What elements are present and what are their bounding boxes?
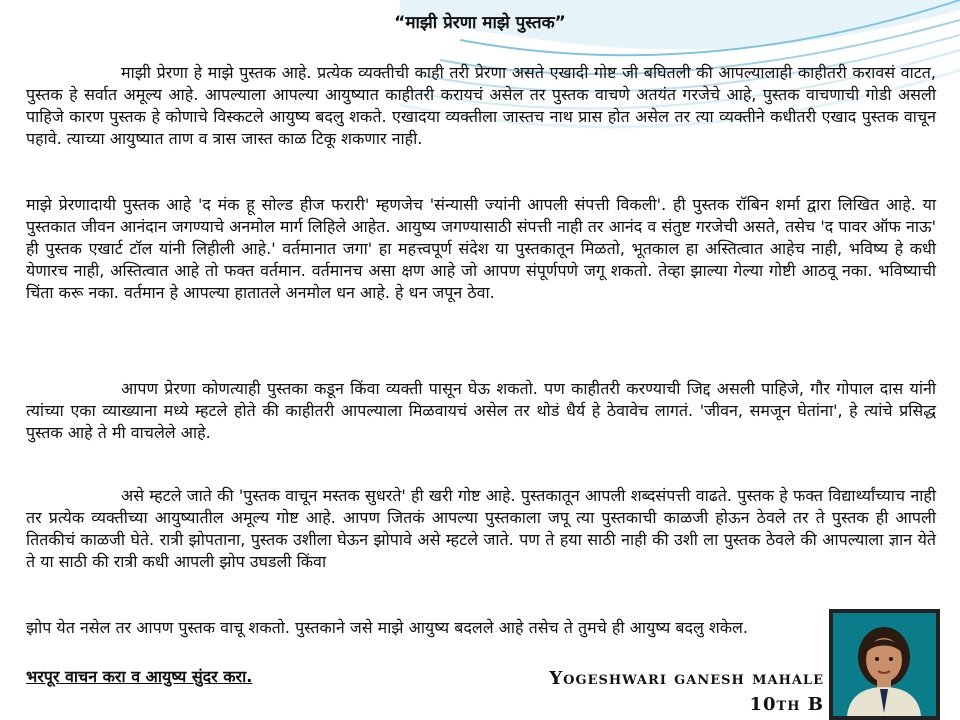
closing-line: भरपूर वाचन करा व आयुष्य सुंदर करा. [26, 667, 253, 686]
paragraph-tail: झोप येत नसेल तर आपण पुस्तक वाचू शकतो. पुस्तकाने जसे माझे आयुष्य बदलले आहे तसेच ते तुमचे ही आयुष्य बदलु शकेल. [26, 618, 748, 637]
paragraph-3: आपण प्रेरणा कोणत्याही पुस्तका कडून किंवा व्यक्ती पासून घेऊ शकतो. पण काहीतरी करण्याची जिद्द असली पाहिजे, गौर गोपाल दास यांनी त्यांच्या एका व्याख्याना मध्ये म्हटले होते की काहीतरी आपल्याला मिळवायचं असेल तर थोडं धैर्य हे ठेवावेच लागतं. 'जीवन, समजून घेतांना', हे त्यांचे प्रसिद्ध पुस्तक आहे ते मी वाचलेले आहे. [26, 379, 936, 442]
slide-title: “माझी प्रेरणा माझे पुस्तक” [394, 13, 566, 33]
paragraph-4: असे म्हटले जाते की 'पुस्तक वाचून मस्तक सुधरते' ही खरी गोष्ट आहे. पुस्तकातून आपली शब्दसंपत्ती वाढते. पुस्तक हे फक्त विद्यार्थ्यांच्याच नाही तर प्रत्येक व्यक्तीच्या आयुष्यातील अमूल्य गोष्ट आहे. आपण जितकं आपल्या पुस्तकाला जपू त्या पुस्तकाची काळजी होऊन ठेवले तर ते पुस्तक ही आपली तितकीचं काळजी घेते. रात्री झोपताना, पुस्तक उशीला घेऊन झोपावे असे म्हटले जाते. पण ते हया साठी नाही की उशी ला पुस्तक ठेवले की आपल्याला ज्ञान येते ते या साठी की रात्री कधी आपली झोप उघडली किंवा [26, 486, 936, 571]
student-photo [829, 609, 940, 720]
paragraph-1: माझी प्रेरणा हे माझे पुस्तक आहे. प्रत्येक व्यक्तीची काही तरी प्रेरणा असते एखादी गोष्ट जी बघितली की आपल्यालाही काहीतरी करावसं वाटत, पुस्तक हे सर्वात अमूल्य आहे. आपल्याला आपल्या आयुष्यात काहीतरी करायचं असेल तर पुस्तक वाचणे अतयंत गरजेचे आहे, पुस्तक वाचणाची गोडी असली पाहिजे कारण पुस्तक हे कोणाचे विस्कटले आयुष्य बदलु शकते. एखादया व्यक्तीला जास्तच नाथ प्रास होत असेल तर त्या व्यक्तीने कधीतरी एखाद पुस्तक वाचून पहावे. त्याच्या आयुष्यात ताण व त्रास जास्त काळ टिकू शकणार नाही. [26, 63, 936, 148]
author-class: 10th B [749, 694, 824, 715]
paragraph-2: माझे प्रेरणादायी पुस्तक आहे 'द मंक हू सोल्ड हीज फरारी' म्हणजेच 'संन्यासी ज्यांनी आपली संपत्ती विकली'. ही पुस्तक रॉबिन शर्मा द्वारा लिखित आहे. या पुस्तकात जीवन आनंदान जगण्याचे अनमोल मार्ग लिहिले आहेत. आयुष्य जगण्यासाठी संपत्ती नाही तर आनंद व संतुष्ट गरजेची असते, तसेच 'द पावर ऑफ नाऊ' ही पुस्तक एखार्ट टॉल यांनी लिहीली आहे.' वर्तमानात जगा' हा महत्त्वपूर्ण संदेश या पुस्तकातून मिळतो, भूतकाल हा अस्तित्वात आहेच नाही, भविष्य हे कधी येणारच नाही, अस्तित्वात आहे तो फक्त वर्तमान. वर्तमानच असा क्षण आहे जो आपण संपूर्णपणे जगू शकतो. तेव्हा झाल्या गेल्या गोष्टी आठवू नका. भविष्याची चिंता करू नका. वर्तमान हे आपल्या हातातले अनमोल धन आहे. हे धन जपून ठेवा. [26, 195, 936, 302]
author-name: Yogeshwari ganesh mahale [549, 668, 824, 689]
student-portrait-icon [833, 613, 936, 716]
